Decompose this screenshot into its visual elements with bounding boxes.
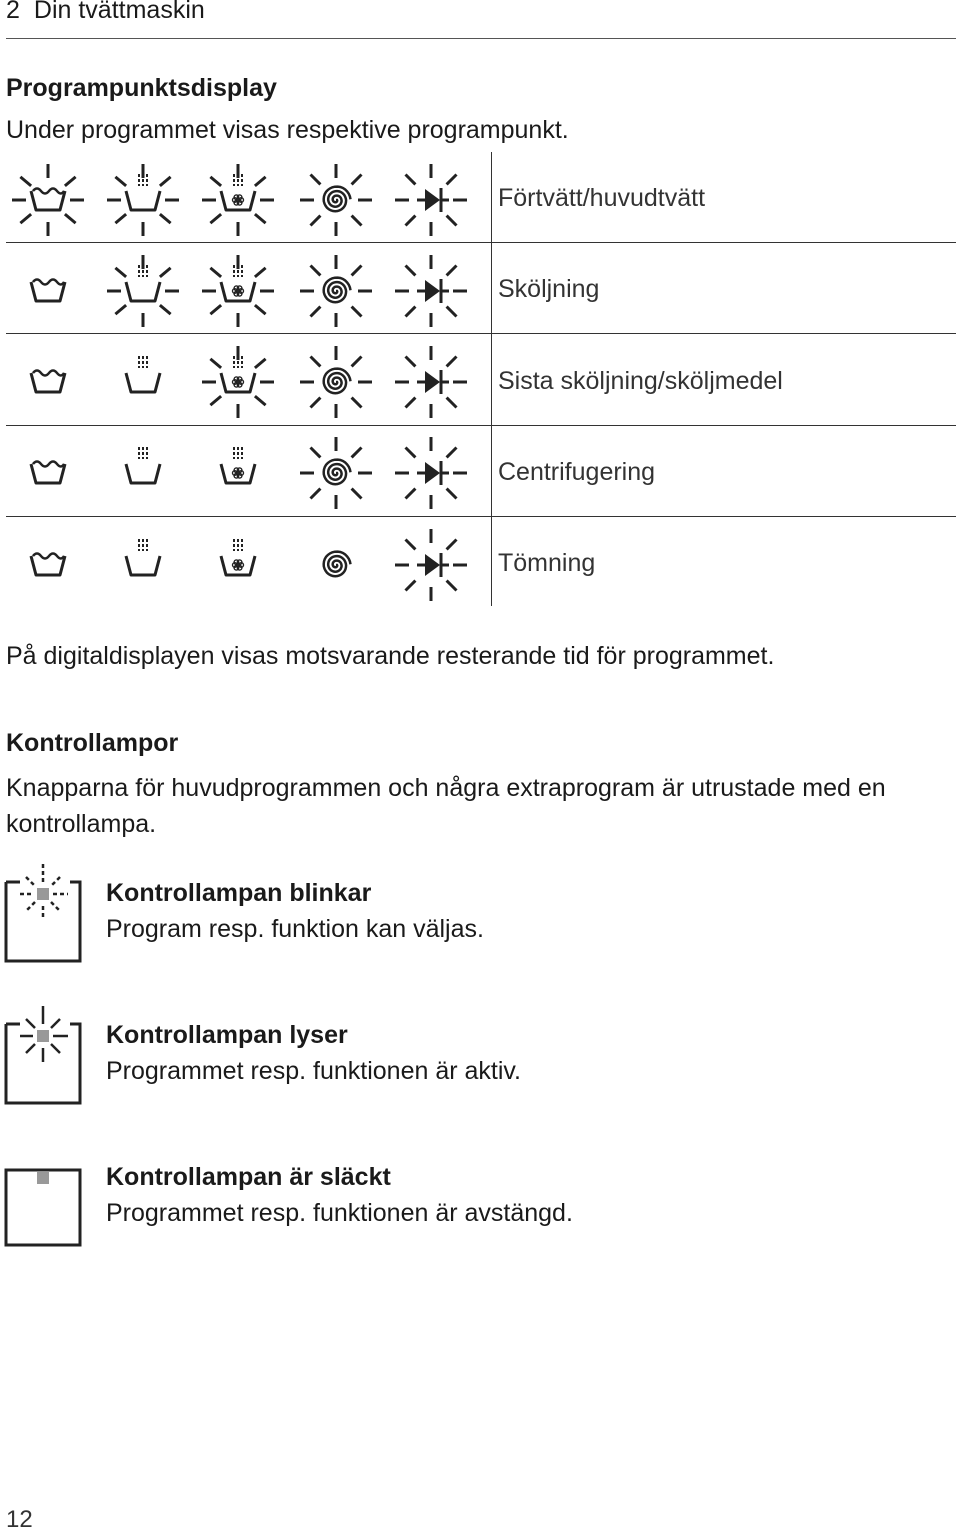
spin-spiral-icon [300, 346, 372, 418]
lamp-off-description: Programmet resp. funktionen är avstängd. [106, 1199, 573, 1227]
lamps-section-intro: Knapparna för huvudprogrammen och några extraprogram är utrustade med en kontrollampa. [6, 774, 886, 838]
prewash-tub-icon [31, 371, 65, 393]
table-row-label: Sista sköljning/sköljmedel [498, 367, 783, 395]
table-divider-vertical [491, 152, 492, 606]
display-section-title: Programpunktsdisplay [6, 74, 277, 102]
page-header [6, 0, 205, 25]
rinse-tub-icon [126, 447, 160, 483]
rinse-tub-icon [107, 255, 179, 327]
lamp-blinking-title: Kontrollampan blinkar [106, 879, 372, 907]
softener-tub-icon [221, 447, 255, 483]
header-page-number: 2 [6, 0, 20, 24]
table-row-label: Tömning [498, 549, 596, 577]
table-row-label: Centrifugering [498, 458, 656, 486]
lamp-off-title: Kontrollampan är släckt [106, 1163, 391, 1191]
program-stage-symbols [0, 150, 490, 610]
drain-arrow-icon [395, 529, 467, 601]
lamp-on-description: Programmet resp. funktionen är aktiv. [106, 1057, 521, 1085]
display-footer-text: På digitaldisplayen visas motsvarande resterande tid för programmet. [6, 642, 775, 670]
spin-spiral-icon [300, 255, 372, 327]
prewash-tub-icon [31, 462, 65, 484]
softener-tub-icon [221, 539, 255, 575]
header-divider [6, 38, 956, 39]
header-section-title: Din tvättmaskin [33, 0, 205, 24]
footer-page-number: 12 [6, 1506, 33, 1533]
drain-arrow-icon [395, 255, 467, 327]
lamp-blinking-icon [0, 862, 90, 966]
lamps-section-title: Kontrollampor [6, 729, 179, 757]
lamp-on-title: Kontrollampan lyser [106, 1021, 348, 1049]
spin-spiral-icon [324, 552, 351, 577]
prewash-tub-icon [31, 554, 65, 576]
prewash-tub-icon [12, 164, 84, 236]
softener-tub-icon [202, 164, 274, 236]
drain-arrow-icon [395, 346, 467, 418]
table-row-label: Sköljning [498, 275, 600, 303]
prewash-tub-icon [31, 280, 65, 302]
lamp-off-icon [0, 1164, 90, 1250]
lamp-on-icon [0, 1004, 90, 1108]
spin-spiral-icon [300, 164, 372, 236]
spin-spiral-icon [300, 437, 372, 509]
drain-arrow-icon [395, 164, 467, 236]
display-section-intro: Under programmet visas respektive programpunkt. [6, 116, 569, 144]
table-row-label: Förtvätt/huvudtvätt [498, 184, 706, 212]
drain-arrow-icon [395, 437, 467, 509]
rinse-tub-icon [126, 356, 160, 392]
rinse-tub-icon [107, 164, 179, 236]
softener-tub-icon [202, 346, 274, 418]
softener-tub-icon [202, 255, 274, 327]
lamp-blinking-description: Program resp. funktion kan väljas. [106, 915, 484, 943]
rinse-tub-icon [126, 539, 160, 575]
